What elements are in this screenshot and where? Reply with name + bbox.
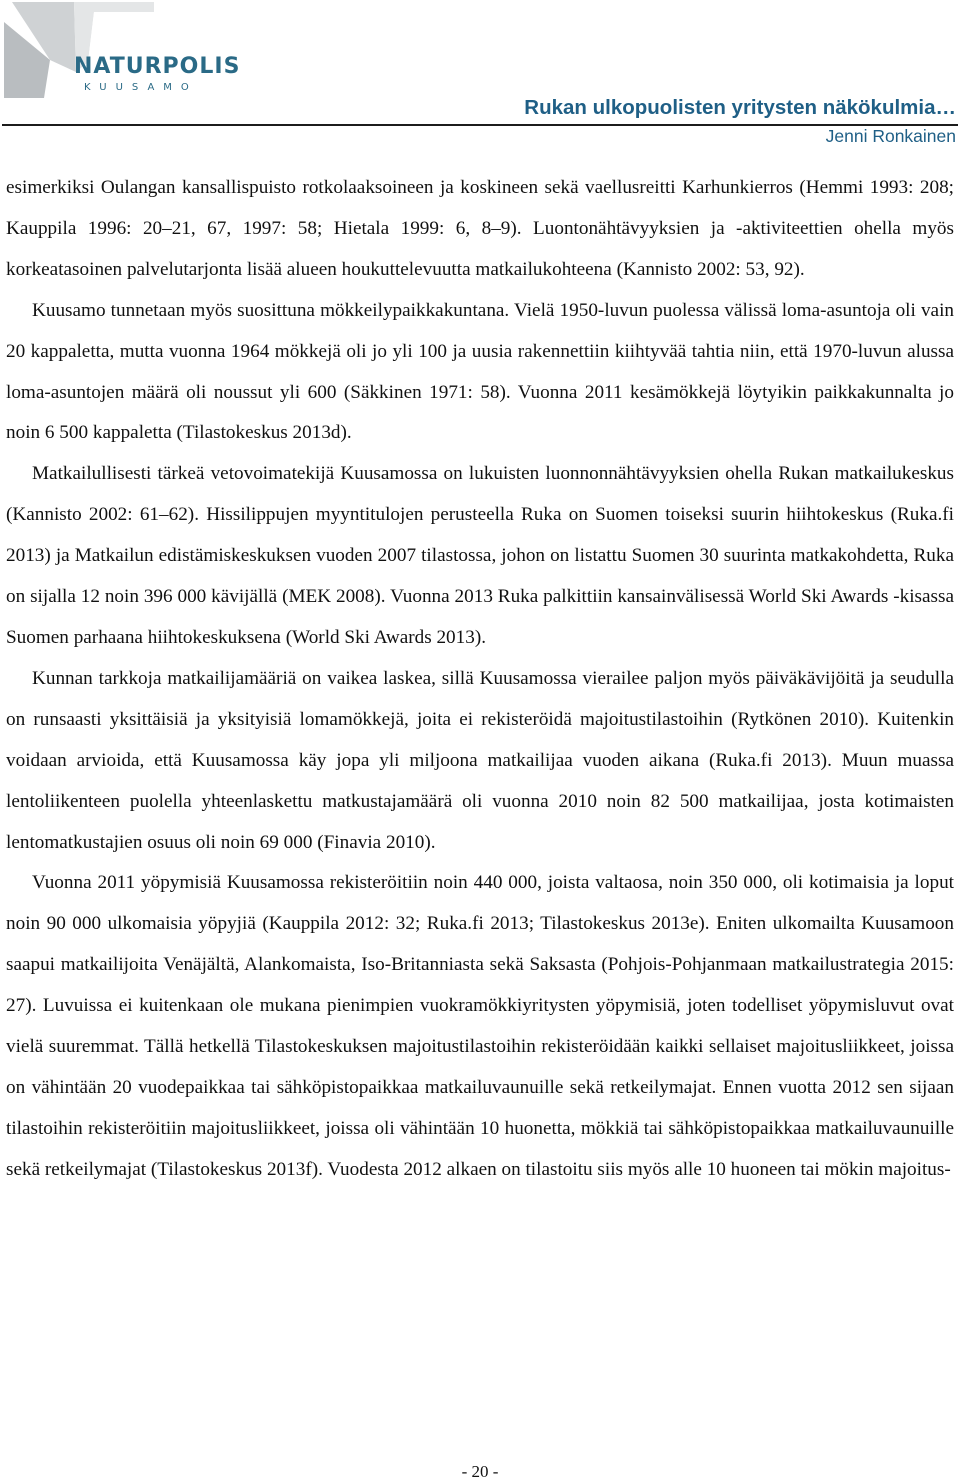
paragraph: Matkailullisesti tärkeä vetovoimatekijä Kuusamossa on lukuisten luonnonnähtävyyksien ohella Rukan matkailukeskus (Kannisto 2002: 61–62). Hissilippujen myyntitulojen perusteella Ruka on Suomen toiseksi suurin hiihtokeskus (Ruka.fi 2013) ja Matkailun edistämiskeskuksen vuoden 2007 tilastossa, johon on listattu Suomen 30 suurinta matkakohdetta, Ruka on sijalla 12 noin 396 000 kävijällä (MEK 2008). Vuonna 2013 Ruka palkittiin kansainvälisessä World Ski Awards -kisassa Suomen parhaana hiihtokeskuksena (World Ski Awards 2013). xyxy=(6,463,954,648)
paragraph: Kunnan tarkkoja matkailijamääriä on vaikea laskea, sillä Kuusamossa vierailee paljon myös päiväkävijöitä ja seudulla on runsaasti yksittäisiä ja yksityisiä lomamökkejä, joita ei rekisteröidä majoitustilastoihin (Rytkönen 2010). Kuitenkin voidaan arvioida, että Kuusamossa käy jopa yli miljoona matkailijaa vuoden aikana (Ruka.fi 2013). Muun muassa lentoliikenteen puolella yhteenlaskettu matkustajamäärä oli vuonna 2010 noin 82 500 matkailijaa, josta kotimaisten lentomatkustajien osuus oli noin 69 000 (Finavia 2010). xyxy=(6,667,954,853)
logo-name: NATURPOLIS xyxy=(74,54,241,79)
header-title: Rukan ulkopuolisten yritysten näkökulmia… xyxy=(524,96,956,119)
page-number: - 20 - xyxy=(461,1462,499,1481)
header-divider xyxy=(2,124,958,126)
header-author: Jenni Ronkainen xyxy=(825,126,956,146)
document-body xyxy=(6,168,954,1191)
logo-subtitle: KUUSAMO xyxy=(84,82,198,93)
paragraph: Kuusamo tunnetaan myös suosittuna mökkeilypaikkakuntana. Vielä 1950-luvun puolessa välissä loma-asuntoja oli vain 20 kappaletta, mutta vuonna 1964 mökkejä oli jo yli 100 ja uusia rakennettiin kiihtyvää tahtia niin, että 1970-luvun alussa loma-asuntojen määrä oli noussut yli 600 (Säkkinen 1971: 58). Vuonna 2011 kesämökkejä löytyikin paikkakunnalta jo noin 6 500 kappaletta (Tilastokeskus 2013d). xyxy=(6,299,954,444)
paragraph: esimerkiksi Oulangan kansallispuisto rotkolaaksoineen ja koskineen sekä vaellusreitti Karhunkierros (Hemmi 1993: 208; Kauppila 1996: 20–21, 67, 1997: 58; Hietala 1999: 6, 8–9). Luontonähtävyyksien ja -aktiviteettien ohella myös korkeatasoinen palvelutarjonta lisää alueen houkuttelevuutta matkailukohteena (Kannisto 2002: 53, 92). xyxy=(6,177,954,280)
naturpolis-logo xyxy=(4,2,241,98)
paragraph: Vuonna 2011 yöpymisiä Kuusamossa rekisteröitiin noin 440 000, joista valtaosa, noin 350 000, oli kotimaisia ja loput noin 90 000 ulkomaisia yöpyjiä (Kauppila 2012: 32; Ruka.fi 2013; Tilastokeskus 2013e). Eniten ulkomailta Kuusamoon saapui matkailijoita Venäjältä, Alankomaista, Iso-Britanniasta sekä Saksasta (Pohjois-Pohjanmaan matkailustrategia 2015: 27). Luvuissa ei kuitenkaan ole mukana pienimpien vuokramökkiyritysten yöpymisiä, joten todelliset yöpymisluvut ovat vielä suuremmat. Tällä hetkellä Tilastokeskuksen majoitustilastoihin rekisteröidään kaikki sellaiset majoitusliikkeet, joissa on vähintään 20 vuodepaikkaa tai sähköpistopaikkaa matkailuvaunuille sekä retkeilymajat. Ennen vuotta 2012 sen sijaan tilastoihin rekisteröitiin majoitusliikkeet, joissa oli vähintään 10 huonetta, mökkiä tai sähköpistopaikkaa matkailuvaunuille sekä retkeilymajat (Tilastokeskus 2013f). Vuodesta 2012 alkaen on tilastoitu siis myös alle 10 huoneen tai mökin majoitus- xyxy=(6,872,954,1180)
